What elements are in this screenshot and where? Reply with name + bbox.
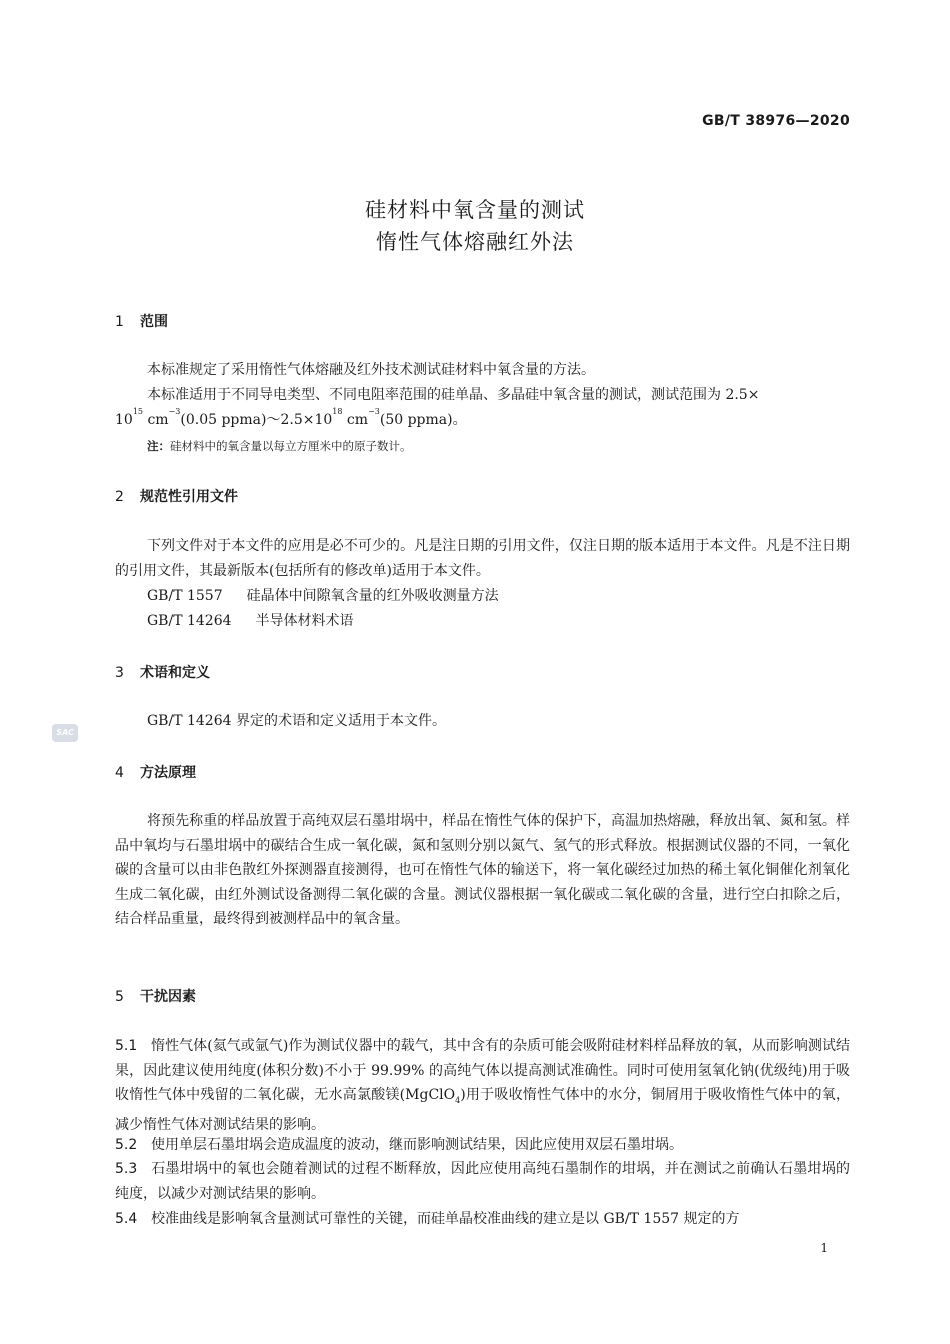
- title-line-2: 惰性气体熔融红外法: [376, 230, 574, 254]
- reference-code: GB/T 1557: [147, 588, 223, 604]
- scope-paragraph-1: 本标准规定了采用惰性气体熔融及红外技术测试硅材料中氧含量的方法。: [147, 362, 595, 378]
- section-heading-normative-references: [115, 486, 238, 506]
- clause-number: 5.3: [115, 1161, 138, 1177]
- section-number: 1: [115, 314, 124, 330]
- clause-5-4: 5.4 校准曲线是影响氧含量测试可靠性的关键，而硅单晶校准曲线的建立是以 GB/T 1557 规定的方: [115, 1207, 850, 1232]
- section-title: 范围: [140, 314, 168, 330]
- reference-item-1: [147, 585, 499, 605]
- terms-paragraph: GB/T 14264 界定的术语和定义适用于本文件。: [147, 713, 446, 729]
- clause-5-2: 5.2 使用单层石墨坩埚会造成温度的波动，继而影响测试结果，因此应使用双层石墨坩埚。: [115, 1133, 850, 1158]
- sac-watermark-logo: SAC: [52, 724, 78, 742]
- clause-5-3: 5.3 石墨坩埚中的氧也会随着测试的过程不断释放，因此应使用高纯石墨制作的坩埚，并在测试之前确认石墨坩埚的纯度，以减少对测试结果的影响。: [115, 1157, 850, 1206]
- document-title: [0, 194, 950, 258]
- scope-paragraph-2-line-2: $10^{15}$ $cm^{-3}(0.05$ $ppma)\sim 2.5\times 10^{18}$ $cm^{-3}(50$ ppma)。: [115, 407, 467, 428]
- section-heading-scope: [115, 311, 168, 331]
- clause-5-1: 5.1 惰性气体(氦气或氩气)作为测试仪器中的载气，其中含有的杂质可能会吸附硅材料样品释放的氧，从而影响测试结果，因此建议使用纯度(体积分数)不小于 99.99% 的高纯气体以提高测试准确性。同时可使用氢氧化钠(优级纯)用于吸收惰性气体中残留的二氧化碳，无水高氯酸镁(MgClO$_4$)用于吸收惰性气体中的水分，铜屑用于吸收惰性气体中的氧，减少惰性气体对测试结果的影响。: [115, 1034, 850, 1138]
- section-number: 4: [115, 765, 124, 781]
- section-number: 2: [115, 489, 124, 505]
- reference-title: 半导体材料术语: [255, 613, 354, 629]
- section-title: 方法原理: [140, 765, 196, 781]
- scope-paragraph-2-line-1: 本标准适用于不同导电类型、不同电阻率范围的硅单晶、多晶硅中氧含量的测试，测试范围为 2.5×: [147, 387, 760, 403]
- section-title: 干扰因素: [140, 989, 196, 1005]
- page-number: 1: [820, 1241, 828, 1255]
- clause-number: 5.2: [115, 1137, 138, 1153]
- section-title: 术语和定义: [140, 665, 210, 681]
- section-heading-terms: [115, 662, 210, 682]
- reference-title: 硅晶体中间隙氧含量的红外吸收测量方法: [246, 588, 499, 604]
- standard-code: GB/T 38976—2020: [702, 113, 850, 129]
- clause-number: 5.1: [115, 1038, 138, 1054]
- scope-note: [147, 438, 412, 454]
- references-intro: 下列文件对于本文件的应用是必不可少的。凡是注日期的引用文件，仅注日期的版本适用于本文件。凡是不注日期的引用文件，其最新版本(包括所有的修改单)适用于本文件。: [115, 538, 850, 579]
- principle-paragraph: 将预先称重的样品放置于高纯双层石墨坩埚中，样品在惰性气体的保护下，高温加热熔融，释放出氧、氮和氢。样品中氧均与石墨坩埚中的碳结合生成一氧化碳，氮和氢则分别以氮气、氢气的形式释放。根据测试仪器的不同，一氧化碳的含量可以由非色散红外探测器直接测得，也可在惰性气体的输送下，将一氧化碳经过加热的稀土氧化铜催化剂氧化生成二氧化碳，由红外测试设备测得二氧化碳的含量。测试仪器根据一氧化碳或二氧化碳的含量，进行空白扣除之后，结合样品重量，最终得到被测样品中的氧含量。: [115, 813, 850, 927]
- section-title: 规范性引用文件: [140, 489, 238, 505]
- section-heading-interference: [115, 986, 196, 1006]
- title-line-1: 硅材料中氧含量的测试: [365, 198, 585, 222]
- reference-code: GB/T 14264: [147, 613, 232, 629]
- section-number: 5: [115, 989, 124, 1005]
- note-label: 注：: [147, 439, 170, 453]
- section-heading-principle: [115, 762, 196, 782]
- note-text: 硅材料中的氧含量以每立方厘米中的原子数计。: [170, 439, 412, 453]
- reference-item-2: [147, 610, 354, 630]
- clause-number: 5.4: [115, 1211, 138, 1227]
- section-number: 3: [115, 665, 124, 681]
